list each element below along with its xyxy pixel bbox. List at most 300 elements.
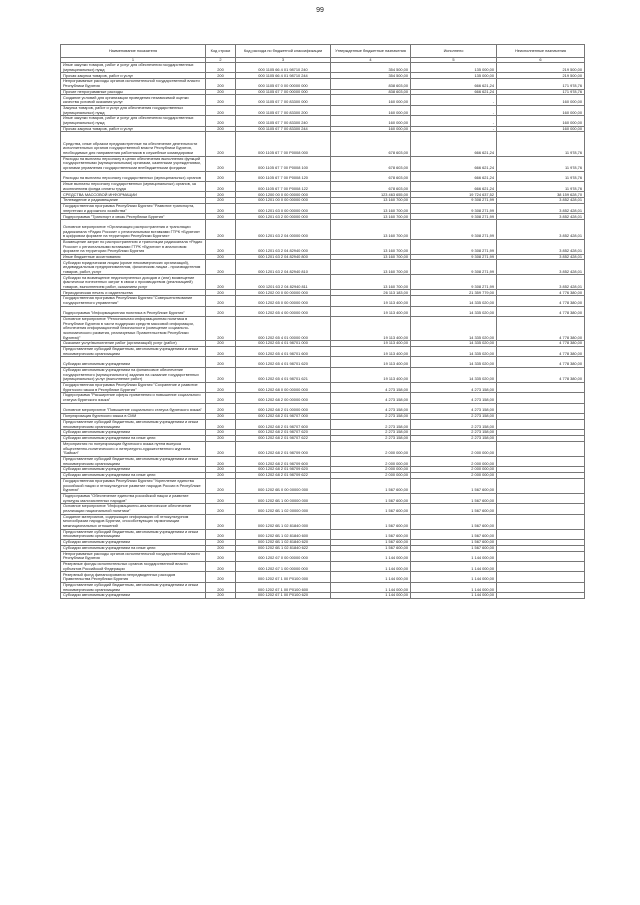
row-unexecuted-amount: 11 978,76 — [497, 171, 585, 181]
table-row — [61, 529, 585, 539]
row-approved-amount: 19 113 400,00 — [331, 296, 411, 306]
row-approved-amount: 678 603,00 — [331, 171, 411, 181]
row-classification-code: 000 1202 67 1 00 P0100 000 — [236, 572, 331, 582]
table-row — [61, 403, 585, 413]
row-executed-amount: 14 335 020,00 — [411, 296, 497, 306]
row-line-code: 200 — [206, 95, 236, 105]
table-row — [61, 393, 585, 403]
page-number: 99 — [316, 7, 324, 14]
row-unexecuted-amount: 171 978,76 — [497, 89, 585, 95]
row-unexecuted-amount: 3 852 428,01 — [497, 239, 585, 254]
row-name: Средства, иные образом предусмотренные на обеспечение деятельности исполнительных органов государственной власти Республики Бурятия, необходимые для направления работников в служебные командировки — [61, 132, 206, 156]
row-classification-code: 000 1202 6Б 0 00 00000 000 — [236, 478, 331, 493]
row-approved-amount: 13 160 700,00 — [331, 239, 411, 254]
row-name: Прочие непрограммные расходы — [61, 89, 206, 95]
row-executed-amount: 2 273 158,00 — [411, 430, 497, 436]
row-approved-amount: 678 603,00 — [331, 132, 411, 156]
header-budget-classification: Код расхода по бюджетной классификации — [236, 45, 331, 58]
row-executed-amount: 9 308 271,99 — [411, 275, 497, 290]
row-line-code: 200 — [206, 593, 236, 599]
row-unexecuted-amount: 3 852 428,01 — [497, 198, 585, 204]
row-approved-amount: 1 567 600,00 — [331, 504, 411, 514]
row-line-code: 200 — [206, 347, 236, 357]
row-approved-amount: 1 567 600,00 — [331, 539, 411, 545]
row-approved-amount: 123 463 655,00 — [331, 192, 411, 198]
row-approved-amount: 1 144 000,00 — [331, 593, 411, 599]
row-executed-amount: 9 308 271,99 — [411, 203, 497, 213]
row-line-code: 200 — [206, 126, 236, 132]
row-line-code: 200 — [206, 220, 236, 240]
row-executed-amount: 14 335 020,00 — [411, 341, 497, 347]
row-line-code: 200 — [206, 290, 236, 296]
row-line-code: 200 — [206, 441, 236, 456]
row-unexecuted-amount — [497, 561, 585, 571]
row-executed-amount: 666 621,24 — [411, 89, 497, 95]
row-line-code: 200 — [206, 156, 236, 171]
row-unexecuted-amount: 3 852 428,01 — [497, 275, 585, 290]
row-classification-code: 000 1202 6Б 1 02 81840 000 — [236, 514, 331, 529]
row-classification-code: 000 1202 68 2 01 98707 622 — [236, 435, 331, 441]
row-name: Подпрограмма "Расширение сферы применения и повышение социального статуса бурятского языка" — [61, 393, 206, 403]
row-name: Закупка товаров, работ и услуг для обеспечения государственных (муниципальных) нужд — [61, 105, 206, 115]
row-line-code: 200 — [206, 403, 236, 413]
row-unexecuted-amount: 11 978,76 — [497, 181, 585, 191]
row-executed-amount: 4 273 158,00 — [411, 393, 497, 403]
row-line-code: 200 — [206, 105, 236, 115]
row-name: Субсидии автономным учреждениям на иные цели — [61, 472, 206, 478]
row-classification-code: 000 1202 65 4 01 98701 000 — [236, 341, 331, 347]
row-line-code: 200 — [206, 582, 236, 592]
row-line-code: 200 — [206, 539, 236, 545]
row-classification-code: 000 1202 67 1 00 P0100 620 — [236, 593, 331, 599]
row-line-code: 200 — [206, 467, 236, 473]
row-line-code: 200 — [206, 561, 236, 571]
header-executed: Исполнено — [411, 45, 497, 58]
row-name: Иные бюджетные ассигнования — [61, 254, 206, 260]
table-row — [61, 296, 585, 306]
row-executed-amount: 1 567 600,00 — [411, 514, 497, 529]
row-approved-amount: 1 144 000,00 — [331, 561, 411, 571]
row-name: Субсидии автономным учреждениям на финансовое обеспечение государственного (муниципального) задания на оказание государственных (муниципальных) услуг (выполнение работ) — [61, 367, 206, 382]
row-approved-amount: 1 144 000,00 — [331, 572, 411, 582]
row-unexecuted-amount: 3 852 428,01 — [497, 214, 585, 220]
table-row — [61, 478, 585, 493]
row-classification-code: 000 1105 67 7 00 P0008 120 — [236, 171, 331, 181]
row-approved-amount: 4 273 158,00 — [331, 403, 411, 413]
row-name: Мероприятия по популяризации бурятского языка путем выпуска общественно-политического и литературно-художественного журнала "Байкал" — [61, 441, 206, 456]
row-classification-code: 000 1202 67 1 00 P0100 600 — [236, 582, 331, 592]
row-approved-amount: 1 567 600,00 — [331, 493, 411, 503]
row-line-code: 200 — [206, 341, 236, 347]
row-name: Государственная программа Республики Бурятия "Укрепление единства российской нации и этнокультурное развитие народов России в Республике Бурятия" — [61, 478, 206, 493]
row-executed-amount: - — [411, 116, 497, 126]
table-row — [61, 171, 585, 181]
table-header-row — [61, 45, 585, 58]
row-classification-code: 000 1105 67 7 00 83300 000 — [236, 95, 331, 105]
row-name: СРЕДСТВА МАССОВОЙ ИНФОРМАЦИИ — [61, 192, 206, 198]
row-approved-amount: 160 000,00 — [331, 116, 411, 126]
row-approved-amount: 13 160 700,00 — [331, 254, 411, 260]
row-classification-code: 000 1201 63 2 04 82940 800 — [236, 254, 331, 260]
table-row — [61, 561, 585, 571]
row-line-code: 200 — [206, 116, 236, 126]
row-line-code: 200 — [206, 367, 236, 382]
row-executed-amount: 14 335 020,00 — [411, 317, 497, 341]
row-line-code: 200 — [206, 382, 236, 392]
row-classification-code: 000 1105 67 7 00 P0008 100 — [236, 156, 331, 171]
row-line-code: 200 — [206, 181, 236, 191]
row-executed-amount: 14 335 020,00 — [411, 306, 497, 316]
table-row — [61, 203, 585, 213]
row-name: Основное мероприятие "Информационно-аналитическое обеспечение реализации национальной политики" — [61, 504, 206, 514]
row-approved-amount: 19 113 400,00 — [331, 347, 411, 357]
row-executed-amount: 14 335 020,00 — [411, 347, 497, 357]
row-classification-code: 000 1202 68 2 00 00000 000 — [236, 393, 331, 403]
row-line-code: 200 — [206, 393, 236, 403]
column-number: 1 — [61, 58, 206, 63]
table-row — [61, 456, 585, 466]
row-classification-code: 000 1202 65 0 00 00000 000 — [236, 296, 331, 306]
row-unexecuted-amount: 160 000,00 — [497, 105, 585, 115]
row-line-code: 200 — [206, 419, 236, 429]
row-name: Расходы на выплаты персоналу государственных (муниципальных) органов — [61, 171, 206, 181]
row-line-code: 200 — [206, 296, 236, 306]
row-approved-amount: 838 603,00 — [331, 89, 411, 95]
row-approved-amount: 19 113 400,00 — [331, 367, 411, 382]
row-executed-amount: 4 273 158,00 — [411, 403, 497, 413]
row-approved-amount: 4 273 158,00 — [331, 393, 411, 403]
row-classification-code: 000 1202 68 2 01 98707 620 — [236, 430, 331, 436]
row-executed-amount: 1 144 000,00 — [411, 551, 497, 561]
row-classification-code: 000 1105 66 4 01 98710 240 — [236, 63, 331, 73]
row-unexecuted-amount: 219 500,00 — [497, 73, 585, 79]
row-line-code: 200 — [206, 73, 236, 79]
table-row — [61, 582, 585, 592]
row-executed-amount: 19 724 637,52 — [411, 192, 497, 198]
row-executed-amount: 2 000 000,00 — [411, 472, 497, 478]
row-classification-code: 000 1202 65 4 01 98701 600 — [236, 347, 331, 357]
row-line-code: 200 — [206, 275, 236, 290]
row-executed-amount: 1 567 600,00 — [411, 478, 497, 493]
row-name: Субсидии автономным учреждениям — [61, 357, 206, 367]
table-row — [61, 181, 585, 191]
row-unexecuted-amount: 171 978,76 — [497, 79, 585, 89]
row-unexecuted-amount: 219 500,00 — [497, 63, 585, 73]
row-classification-code: 000 1202 68 0 00 00000 000 — [236, 382, 331, 392]
row-classification-code: 000 1202 00 0 00 00000 000 — [236, 290, 331, 296]
row-name: Телевидение и радиовещание — [61, 198, 206, 204]
row-line-code: 200 — [206, 456, 236, 466]
row-name: Подпрограмма "Обеспечение единства российской нации и развитие культуры малочисленных народов" — [61, 493, 206, 503]
row-name: Предоставление субсидий бюджетным, автономным учреждениям и иным некоммерческим организациям — [61, 456, 206, 466]
row-classification-code: 000 1202 67 0 00 00000 000 — [236, 551, 331, 561]
table-row — [61, 317, 585, 341]
row-name: Государственная программа Республики Бурятия "Совершенствование государственного управления" — [61, 296, 206, 306]
row-line-code: 200 — [206, 357, 236, 367]
row-executed-amount: 2 273 158,00 — [411, 435, 497, 441]
row-name: Резервные фонды исполнительных органов государственной власти субъектов Российской Федерации — [61, 561, 206, 571]
row-unexecuted-amount: 11 978,76 — [497, 132, 585, 156]
table-row — [61, 275, 585, 290]
row-classification-code: 000 1202 6Б 1 00 00000 000 — [236, 493, 331, 503]
row-unexecuted-amount — [497, 382, 585, 392]
row-classification-code: 000 1202 68 2 01 98707 600 — [236, 419, 331, 429]
row-unexecuted-amount — [497, 478, 585, 493]
row-approved-amount: 13 160 700,00 — [331, 203, 411, 213]
row-unexecuted-amount: 160 000,00 — [497, 95, 585, 105]
row-unexecuted-amount — [497, 393, 585, 403]
row-name: Расходы на выплаты персоналу в целях обеспечения выполнения функций государственными (муниципальными) органами, казенными учреждениями, органами управления государственными внебюджетными фондами — [61, 156, 206, 171]
row-line-code: 200 — [206, 514, 236, 529]
row-classification-code: 000 1202 67 1 00 00000 000 — [236, 561, 331, 571]
row-name: Субсидии на возмещение недополученных доходов и (или) возмещение фактически понесенных затрат в связи с производством (реализацией) товаров, выполнением работ, оказанием услуг — [61, 275, 206, 290]
row-unexecuted-amount: 4 778 380,00 — [497, 357, 585, 367]
row-classification-code: 000 1202 68 2 01 98707 000 — [236, 414, 331, 420]
row-approved-amount: 1 567 600,00 — [331, 478, 411, 493]
row-classification-code: 000 1201 63 2 04 82940 810 — [236, 260, 331, 275]
row-executed-amount: 9 308 271,99 — [411, 260, 497, 275]
row-unexecuted-amount: 3 852 428,01 — [497, 203, 585, 213]
row-executed-amount: 2 000 000,00 — [411, 441, 497, 456]
row-name: Непрограммные расходы органов исполнительной государственной власти Республики Бурятия — [61, 551, 206, 561]
row-classification-code: 000 1201 63 2 04 82940 000 — [236, 239, 331, 254]
row-line-code: 200 — [206, 306, 236, 316]
row-approved-amount: 2 273 158,00 — [331, 435, 411, 441]
row-approved-amount: 2 000 000,00 — [331, 441, 411, 456]
table-row — [61, 105, 585, 115]
row-approved-amount: 678 603,00 — [331, 181, 411, 191]
row-unexecuted-amount — [497, 514, 585, 529]
row-unexecuted-amount: 11 978,76 — [497, 156, 585, 171]
row-line-code: 200 — [206, 529, 236, 539]
row-classification-code: 000 1200 00 0 00 00000 000 — [236, 192, 331, 198]
row-classification-code: 000 1202 65 4 01 98701 621 — [236, 367, 331, 382]
row-line-code: 200 — [206, 260, 236, 275]
header-unexecuted: Неисполненные назначения — [497, 45, 585, 58]
row-classification-code: 000 1202 6Б 1 02 81840 600 — [236, 529, 331, 539]
row-classification-code: 000 1202 65 4 00 00000 000 — [236, 306, 331, 316]
row-approved-amount: 1 567 600,00 — [331, 529, 411, 539]
row-approved-amount: 19 113 400,00 — [331, 357, 411, 367]
column-number: 3 — [236, 58, 331, 63]
table-row — [61, 367, 585, 382]
table-row — [61, 63, 585, 73]
row-classification-code: 000 1202 6Б 1 02 00000 000 — [236, 504, 331, 514]
row-executed-amount: 1 567 600,00 — [411, 529, 497, 539]
row-executed-amount: 9 308 271,99 — [411, 220, 497, 240]
row-line-code: 200 — [206, 504, 236, 514]
row-line-code: 200 — [206, 545, 236, 551]
row-executed-amount: 2 273 158,00 — [411, 419, 497, 429]
row-line-code: 200 — [206, 239, 236, 254]
row-name: Государственная программа Республики Бурятия "Сохранение и развитие бурятского языка в Республике Бурятия" — [61, 382, 206, 392]
row-executed-amount: 1 567 600,00 — [411, 493, 497, 503]
row-name: Субсидии автономным учреждениям — [61, 593, 206, 599]
row-classification-code: 000 1202 68 2 01 98709 620 — [236, 467, 331, 473]
row-name: Возмещение затрат по распространению и трансляции радиоканала «Радио России» с региональными вставками ГТРК «Бурятия» в аналоговом формате на территории Республики Бурятия — [61, 239, 206, 254]
row-unexecuted-amount — [497, 593, 585, 599]
table-row — [61, 493, 585, 503]
row-approved-amount: 1 144 000,00 — [331, 551, 411, 561]
budget-execution-table — [60, 44, 585, 599]
row-name: Основное мероприятие "Региональная информационная политика в Республике Бурятия в части поддержки средств массовой информации, обеспечения информационной безопасности (освещение социально-экономического развития, реализуемых Правительством Республики Бурятия)" — [61, 317, 206, 341]
row-executed-amount: 2 273 158,00 — [411, 414, 497, 420]
row-classification-code: 000 1201 63 2 00 00000 000 — [236, 214, 331, 220]
table-row — [61, 132, 585, 156]
row-executed-amount: 666 621,24 — [411, 156, 497, 171]
row-line-code: 200 — [206, 430, 236, 436]
row-name: Прочая закупка товаров, работ и услуг — [61, 73, 206, 79]
row-name: Прочая закупка товаров, работ и услуг — [61, 126, 206, 132]
row-unexecuted-amount: 4 778 380,00 — [497, 317, 585, 341]
row-classification-code: 000 1202 68 2 01 98709 622 — [236, 472, 331, 478]
row-executed-amount: 9 308 271,99 — [411, 198, 497, 204]
table-row — [61, 504, 585, 514]
row-approved-amount: 838 603,00 — [331, 79, 411, 89]
table-row — [61, 220, 585, 240]
row-name: Подпрограмма "Транспорт и связь Республики Бурятия" — [61, 214, 206, 220]
row-unexecuted-amount: 160 000,00 — [497, 116, 585, 126]
row-classification-code: 000 1105 67 0 00 00000 000 — [236, 79, 331, 89]
row-line-code: 200 — [206, 171, 236, 181]
column-number: 4 — [331, 58, 411, 63]
row-unexecuted-amount — [497, 572, 585, 582]
row-classification-code: 000 1202 68 2 01 00000 000 — [236, 403, 331, 413]
row-name: Подпрограмма "Информационная политика в Республике Бурятия" — [61, 306, 206, 316]
table-row — [61, 551, 585, 561]
row-classification-code: 000 1105 66 4 01 98710 244 — [236, 73, 331, 79]
row-line-code: 200 — [206, 132, 236, 156]
row-classification-code: 000 1105 67 7 00 83300 200 — [236, 105, 331, 115]
row-approved-amount: 13 160 700,00 — [331, 214, 411, 220]
row-line-code: 200 — [206, 472, 236, 478]
row-unexecuted-amount: 4 778 380,00 — [497, 306, 585, 316]
row-approved-amount: 19 113 400,00 — [331, 317, 411, 341]
row-approved-amount: 13 160 700,00 — [331, 220, 411, 240]
row-name: Государственная программа Республики Бурятия "Развитие транспорта, энергетики и дорожного хозяйства" — [61, 203, 206, 213]
row-executed-amount: 666 621,24 — [411, 132, 497, 156]
row-approved-amount: 19 113 400,00 — [331, 341, 411, 347]
row-name: Предоставление субсидий бюджетным, автономным учреждениям и иным некоммерческим организациям — [61, 419, 206, 429]
row-unexecuted-amount: 4 778 380,00 — [497, 341, 585, 347]
row-classification-code: 000 1202 6Б 1 02 81840 620 — [236, 539, 331, 545]
row-approved-amount: 2 000 000,00 — [331, 472, 411, 478]
column-number: 2 — [206, 58, 236, 63]
row-name: Субсидии юридическим лицам (кроме некоммерческих организаций), индивидуальным предпринимателям, физическим лицам - производителям товаров, работ, услуг — [61, 260, 206, 275]
row-executed-amount: 14 335 020,00 — [411, 357, 497, 367]
header-line-code: Код строки — [206, 45, 236, 58]
row-classification-code: 000 1105 67 7 00 83300 244 — [236, 126, 331, 132]
row-classification-code: 000 1202 65 4 01 00000 000 — [236, 317, 331, 341]
row-approved-amount: 4 273 158,00 — [331, 382, 411, 392]
row-approved-amount: 13 160 700,00 — [331, 275, 411, 290]
row-name: Популяризация бурятского языка в СМИ — [61, 414, 206, 420]
row-classification-code: 000 1202 6Б 1 02 81840 622 — [236, 545, 331, 551]
row-executed-amount: 21 359 779,00 — [411, 290, 497, 296]
header-indicator-name: Наименование показателя — [61, 45, 206, 58]
row-executed-amount: - — [411, 95, 497, 105]
table-row — [61, 239, 585, 254]
row-approved-amount: 160 000,00 — [331, 95, 411, 105]
row-approved-amount: 160 000,00 — [331, 105, 411, 115]
row-executed-amount: 9 308 271,99 — [411, 254, 497, 260]
table-row — [61, 572, 585, 582]
row-name: Иные выплаты персоналу государственных (муниципальных) органов, за исключением фонда оплаты труда — [61, 181, 206, 191]
row-approved-amount: 2 273 158,00 — [331, 430, 411, 436]
row-line-code: 200 — [206, 572, 236, 582]
row-executed-amount: 666 621,24 — [411, 181, 497, 191]
row-executed-amount: 666 621,24 — [411, 171, 497, 181]
row-name: Субсидии автономным учреждениям — [61, 430, 206, 436]
row-unexecuted-amount — [497, 456, 585, 466]
column-number: 5 — [411, 58, 497, 63]
row-classification-code: 000 1105 67 7 00 83300 240 — [236, 116, 331, 126]
row-approved-amount: 2 273 158,00 — [331, 419, 411, 429]
row-unexecuted-amount — [497, 493, 585, 503]
row-line-code: 200 — [206, 79, 236, 89]
row-unexecuted-amount: 160 000,00 — [497, 126, 585, 132]
row-name: Субсидии автономным учреждениям — [61, 467, 206, 473]
table-row — [61, 514, 585, 529]
row-line-code: 200 — [206, 414, 236, 420]
row-name: Субсидии автономным учреждениям на иные цели — [61, 435, 206, 441]
table-row — [61, 79, 585, 89]
row-approved-amount: 678 603,00 — [331, 156, 411, 171]
row-line-code: 200 — [206, 435, 236, 441]
row-executed-amount: 4 273 158,00 — [411, 382, 497, 392]
row-name: Субсидии автономным учреждениям на иные цели — [61, 545, 206, 551]
row-line-code: 200 — [206, 478, 236, 493]
row-executed-amount: 666 621,24 — [411, 79, 497, 89]
row-unexecuted-amount: 3 852 428,01 — [497, 254, 585, 260]
row-approved-amount: 13 160 700,00 — [331, 260, 411, 275]
row-unexecuted-amount: 38 159 628,70 — [497, 192, 585, 198]
row-line-code: 200 — [206, 551, 236, 561]
row-line-code: 200 — [206, 214, 236, 220]
row-executed-amount: 2 000 000,00 — [411, 456, 497, 466]
row-classification-code: 000 1202 68 2 01 98709 000 — [236, 441, 331, 456]
row-unexecuted-amount — [497, 403, 585, 413]
row-executed-amount: 1 567 600,00 — [411, 545, 497, 551]
row-name: Периодическая печать и издательства — [61, 290, 206, 296]
row-classification-code: 000 1201 00 0 00 00000 000 — [236, 198, 331, 204]
row-name: Основное мероприятие "Повышение социального статуса бурятского языка" — [61, 403, 206, 413]
row-executed-amount: 9 308 271,99 — [411, 214, 497, 220]
row-executed-amount: 1 567 600,00 — [411, 539, 497, 545]
row-unexecuted-amount: 4 778 380,00 — [497, 367, 585, 382]
row-unexecuted-amount: 4 778 380,00 — [497, 296, 585, 306]
row-name: Предоставление субсидий бюджетным, автономным учреждениям и иным некоммерческим организациям — [61, 582, 206, 592]
row-approved-amount: 160 000,00 — [331, 126, 411, 132]
row-classification-code: 000 1105 67 7 00 P0008 000 — [236, 132, 331, 156]
row-name: Предоставление субсидий бюджетным, автономным учреждениям и иным некоммерческим организациям — [61, 529, 206, 539]
row-unexecuted-amount — [497, 551, 585, 561]
row-approved-amount: 354 500,00 — [331, 73, 411, 79]
row-name: Предоставление субсидий бюджетным, автономным учреждениям и иным некоммерческим организациям — [61, 347, 206, 357]
row-executed-amount: 14 335 020,00 — [411, 367, 497, 382]
row-executed-amount: 1 144 000,00 — [411, 582, 497, 592]
row-name: Субсидии автономным учреждениям — [61, 539, 206, 545]
row-unexecuted-amount: 3 852 428,01 — [497, 260, 585, 275]
table-row — [61, 347, 585, 357]
row-unexecuted-amount — [497, 419, 585, 429]
row-approved-amount: 2 273 158,00 — [331, 414, 411, 420]
row-line-code: 200 — [206, 192, 236, 198]
row-line-code: 200 — [206, 203, 236, 213]
row-name: Иные закупки товаров, работ и услуг для обеспечения государственных (муниципальных) нужд — [61, 63, 206, 73]
column-number: 6 — [497, 58, 585, 63]
row-unexecuted-amount: 3 852 428,01 — [497, 220, 585, 240]
